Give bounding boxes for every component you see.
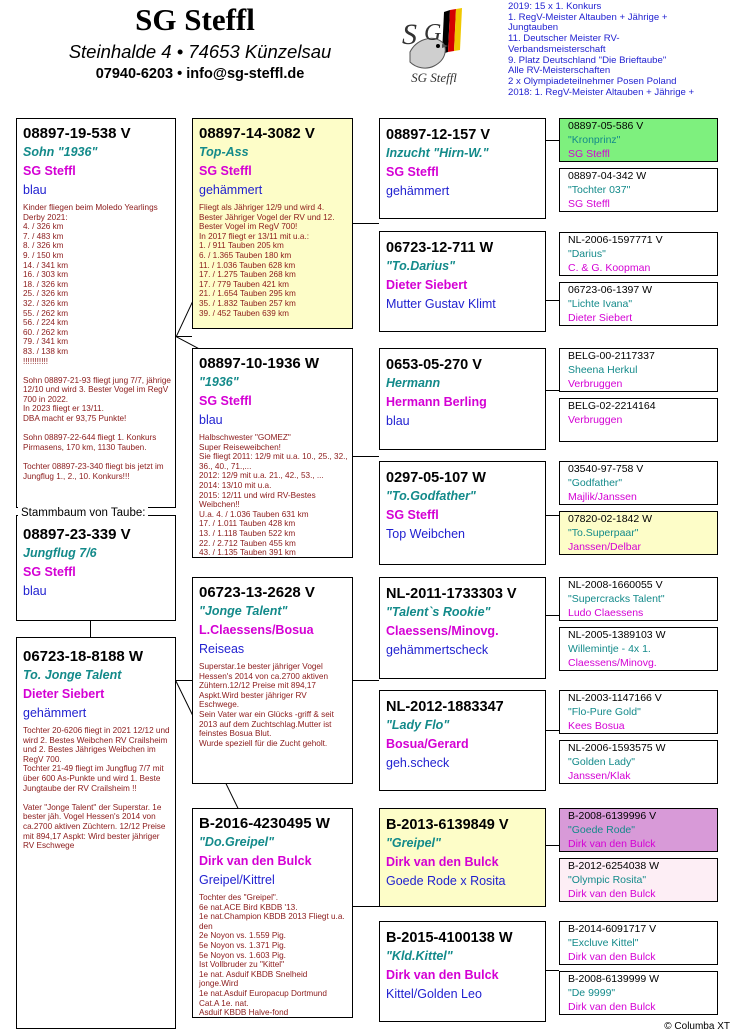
address: Steinhalde 4 • 74653 Künzelsau: [68, 41, 332, 62]
gen3-ring: B-2015-4100138 W: [386, 930, 513, 946]
mf-name: "Jonge Talent": [199, 604, 288, 618]
mf-breeder: L.Claessens/Bosua: [199, 623, 314, 637]
gen3-color: gehämmertscheck: [386, 643, 489, 657]
gen4-breeder: Janssen/Delbar: [568, 541, 641, 553]
gen4-card[interactable]: [559, 398, 718, 442]
gen4-ring: BELG-02-2214164: [568, 400, 656, 412]
mm-color: Greipel/Kittrel: [199, 873, 275, 887]
gen3-ring: NL-2011-1733303 V: [386, 586, 517, 602]
gen4-breeder: Verbruggen: [568, 378, 623, 390]
gen4-card[interactable]: [559, 921, 718, 965]
grandmother-paternal-card[interactable]: [192, 348, 353, 558]
mm-notes: Tochter des "Greipel". 6e nat.ACE Bird KBDB '13. 1e nat.Champion KBDB 2013 Fliegt u.a. den 2e Noyon vs. 1.559 Pig. 5e Noyon vs. 1.371 Pig. 5e Noyon vs. 1.603 Pig. Ist Vollbruder zu "Kittel" 1e nat. Asduif KBDB Snelheid jonge.Wird 1e nat.Asduif Europacup Dortmund Cat.A 1e. nat. Asduif KBDB Halve-fond: [199, 893, 345, 1018]
mm-name: "Do.Greipel": [199, 835, 275, 849]
gen4-card[interactable]: [559, 740, 718, 784]
gen4-name: "Kronprinz": [568, 134, 621, 146]
gen4-name: "Flo-Pure Gold": [568, 706, 641, 718]
gen3-name: Hermann: [386, 376, 441, 390]
gen4-ring: 06723-06-1397 W: [568, 284, 653, 296]
gen3-breeder: SG Steffl: [386, 508, 439, 522]
gen4-ring: 03540-97-758 V: [568, 463, 644, 475]
gen3-color: Mutter Gustav Klimt: [386, 297, 496, 311]
subject-ring: 08897-23-339 V: [23, 526, 131, 543]
mother-breeder: Dieter Siebert: [23, 687, 105, 701]
gen4-name: Willemintje - 4x 1.: [568, 643, 651, 655]
father-notes: Kinder fliegen beim Moledo Yearlings Derby 2021: 4. / 326 km 7. / 483 km 8. / 326 km 9. / 150 km 14. / 341 km 16. / 303 km 18. / 326 km 25. / 326 km 32. / 326 km 55. / 262 km 56. / 224 km 60. / 262 km 79. / 341 km 83. / 138 km !!!!!!!!!!! Sohn 08897-21-93 fliegt jung 7/7, jährige 12/10 und wird 3. Bester Vogel im RegV 700 in 2022. In 2023 fliegt er 13/11. DBA macht er 93,75 Punkte! Sohn 08897-22-644 fliegt 1. Konkurs Pirmasens, 170 km, 1130 Tauben. Tochter 08897-23-340 fliegt bis jetzt im Jungflug 1., 2., 10. Konkurs!!!: [23, 203, 171, 481]
gen3-color: blau: [386, 414, 410, 428]
gen4-breeder: Dirk van den Bulck: [568, 838, 656, 850]
fm-ring: 08897-10-1936 W: [199, 355, 320, 372]
great-grandparent-card[interactable]: [379, 348, 546, 450]
gen4-name: "Tochter 037": [568, 184, 631, 196]
mf-color: Reiseas: [199, 642, 245, 656]
great-grandparent-card[interactable]: [379, 690, 546, 791]
gen4-breeder: Verbruggen: [568, 414, 623, 426]
gen3-color: gehämmert: [386, 184, 450, 198]
father-name: Sohn "1936": [23, 145, 98, 159]
ff-color: gehämmert: [199, 183, 263, 197]
gen4-card[interactable]: [559, 577, 718, 621]
grandmother-maternal-card[interactable]: [192, 808, 353, 1018]
achievement-line: 9. Platz Deutschland "Die Brieftaube": [508, 54, 667, 66]
gen4-name: "Darius": [568, 248, 606, 260]
gen4-card[interactable]: [559, 858, 718, 902]
father-breeder: SG Steffl: [23, 164, 76, 178]
gen4-breeder: SG Steffl: [568, 148, 610, 160]
gen3-name: "Greipel": [386, 836, 441, 850]
logo: [398, 4, 470, 88]
gen3-color: geh.scheck: [386, 756, 450, 770]
achievement-line: 2019: 15 x 1. Konkurs: [508, 1, 602, 12]
grandfather-maternal-card[interactable]: [192, 577, 353, 784]
gen3-breeder: Dirk van den Bulck: [386, 855, 499, 869]
achievement-line: Alle RV-Meisterschaften: [508, 65, 611, 77]
gen3-name: "Talent`s Rookie": [386, 605, 491, 619]
father-card[interactable]: [16, 118, 176, 508]
gen4-breeder: Dirk van den Bulck: [568, 1001, 656, 1013]
ff-name: Top-Ass: [199, 145, 249, 159]
gen4-name: "Olympic Rosita": [568, 874, 647, 886]
gen3-color: Kittel/Golden Leo: [386, 987, 482, 1001]
gen3-color: Top Weibchen: [386, 527, 465, 541]
logo-text: SG Steffl: [411, 70, 457, 85]
gen4-name: "To.Superpaar": [568, 527, 639, 539]
stammbaum-label: Stammbaum von Taube:: [18, 507, 148, 519]
great-grandparent-card[interactable]: [379, 921, 546, 1022]
gen4-name: "Goede Rode": [568, 824, 635, 836]
subject-breeder: SG Steffl: [23, 565, 76, 579]
svg-text:S: S: [402, 18, 417, 51]
ff-notes: Fliegt als Jähriger 12/9 und wird 4. Bester Jähriger Vogel der RV und 12. Bester Vogel im RegV 700! In 2017 fliegt er 13/11 mit u.a.: 1. / 911 Tauben 205 km 6. / 1.365 Tauben 180 km 11. / 1.036 Tauben 628 km 17. / 1.275 Tauben 268 km 17. / 779 Tauben 421 km 21. / 1.654 Tauben 295 km 35. / 1.832 Tauben 257 km 39. / 452 Tauben 639 km: [199, 203, 335, 318]
gen4-breeder: Majlik/Janssen: [568, 491, 637, 503]
gen3-name: "Kld.Kittel": [386, 949, 453, 963]
gen3-ring: B-2013-6139849 V: [386, 817, 509, 833]
gen4-breeder: Ludo Claessens: [568, 607, 644, 619]
fm-color: blau: [199, 413, 223, 427]
fm-notes: Halbschwester "GOMEZ" Super Reiseweibchen! Sie fliegt 2011: 12/9 mit u.a. 10., 25., 32., 36., 40., 71.,... 2012: 12/9 mit u.a. 21., 42., 53., ... 2014: 13/10 mit u.a. 2015: 12/11 und wird RV-Bestes Weibchen!! U.a. 4. / 1.036 Tauben 631 km 17. / 1.011 Tauben 428 km 13. / 1.118 Tauben 522 km 22. / 2.712 Tauben 455 km 43. / 1.135 Tauben 391 km: [199, 433, 348, 558]
gen3-breeder: Bosua/Gerard: [386, 737, 469, 751]
gen4-card[interactable]: [559, 627, 718, 671]
great-grandparent-card[interactable]: [379, 118, 546, 219]
mm-breeder: Dirk van den Bulck: [199, 854, 312, 868]
gen4-card[interactable]: [559, 511, 718, 555]
gen3-breeder: Claessens/Minovg.: [386, 624, 499, 638]
ff-ring: 08897-14-3082 V: [199, 125, 315, 142]
achievements: [508, 2, 738, 98]
great-grandparent-card[interactable]: [379, 231, 546, 332]
gen4-breeder: Dirk van den Bulck: [568, 951, 656, 963]
gen4-name: "Golden Lady": [568, 756, 635, 768]
gen3-color: Goede Rode x Rosita: [386, 874, 506, 888]
contact: 07940-6203 • info@sg-steffl.de: [95, 66, 305, 82]
fm-name: "1936": [199, 375, 239, 389]
gen3-name: "To.Godfather": [386, 489, 476, 503]
father-color: blau: [23, 183, 47, 197]
mf-notes: Superstar.1e bester jähriger Vogel Hessen's 2014 von ca.2700 aktiven Zühtern.12/12 Preise mit 894,17 Aspkt.Wird bester jähriger RV Eschwege. Sein Vater war ein Glücks -griff & seit 2013 auf dem Zuchtschlag.Mutter ist feinstes Bosua Blut. Wurde speziell für die Zucht geholt.: [199, 662, 334, 748]
gen4-breeder: Kees Bosua: [568, 720, 625, 732]
achievement-line: 2 x Olympiadeteilnehmer Posen Poland: [508, 75, 677, 87]
gen4-ring: 08897-05-586 V: [568, 120, 644, 132]
gen4-card[interactable]: [559, 808, 718, 852]
mother-color: gehämmert: [23, 706, 87, 720]
gen4-ring: 07820-02-1842 W: [568, 513, 653, 525]
gen4-name: "Excluve Kittel": [568, 937, 639, 949]
achievement-line: Verbandsmeisterschaft: [508, 43, 606, 55]
great-grandparent-card[interactable]: [379, 461, 546, 565]
gen4-breeder: Janssen/Klak: [568, 770, 631, 782]
gen4-breeder: SG Steffl: [568, 198, 610, 210]
gen4-ring: B-2008-6139996 V: [568, 810, 657, 822]
great-grandparent-card[interactable]: [379, 577, 546, 679]
gen3-breeder: Hermann Berling: [386, 395, 487, 409]
gen4-name: Sheena Herkul: [568, 364, 638, 376]
gen4-name: "Godfather": [568, 477, 623, 489]
gen4-card[interactable]: [559, 348, 718, 392]
gen3-name: Inzucht "Hirn-W.": [386, 146, 489, 160]
gen3-breeder: Dieter Siebert: [386, 278, 468, 292]
page-title: SG Steffl: [135, 2, 255, 37]
gen4-ring: B-2014-6091717 V: [568, 923, 657, 935]
ff-breeder: SG Steffl: [199, 164, 252, 178]
gen3-ring: 0653-05-270 V: [386, 357, 482, 373]
gen4-card[interactable]: [559, 461, 718, 505]
mother-card[interactable]: [16, 637, 176, 1029]
gen4-ring: B-2012-6254038 W: [568, 860, 660, 872]
gen4-card[interactable]: [559, 232, 718, 276]
fm-breeder: SG Steffl: [199, 394, 252, 408]
grandfather-paternal-card[interactable]: [192, 118, 353, 329]
mf-ring: 06723-13-2628 V: [199, 584, 315, 601]
gen3-ring: NL-2012-1883347: [386, 699, 504, 715]
gen4-card[interactable]: [559, 690, 718, 734]
mother-ring: 06723-18-8188 W: [23, 648, 144, 665]
subject-color: blau: [23, 584, 47, 598]
gen3-ring: 06723-12-711 W: [386, 240, 494, 256]
gen4-ring: NL-2003-1147166 V: [568, 692, 662, 704]
svg-text:G: G: [424, 20, 442, 46]
mm-ring: B-2016-4230495 W: [199, 815, 330, 832]
gen4-ring: NL-2005-1389103 W: [568, 629, 666, 641]
gen4-name: "De 9999": [568, 987, 616, 999]
gen4-name: "Lichte Ivana": [568, 298, 633, 310]
footer-copyright: © Columba XT: [664, 1021, 730, 1032]
gen4-card[interactable]: [559, 282, 718, 326]
gen3-ring: 0297-05-107 W: [386, 470, 486, 486]
gen4-card[interactable]: [559, 971, 718, 1015]
gen4-ring: NL-2006-1593575 W: [568, 742, 666, 754]
gen4-ring: NL-2006-1597771 V: [568, 234, 663, 246]
achievement-line: 11. Deutscher Meister RV-: [508, 33, 620, 45]
achievement-line: Jungtauben: [508, 22, 559, 34]
subject-card[interactable]: [16, 515, 176, 621]
gen4-card[interactable]: [559, 168, 718, 212]
gen3-breeder: Dirk van den Bulck: [386, 968, 499, 982]
gen3-breeder: SG Steffl: [386, 165, 439, 179]
gen4-ring: 08897-04-342 W: [568, 170, 647, 182]
gen3-ring: 08897-12-157 V: [386, 127, 490, 143]
achievement-line: 1. RegV-Meister Altauben + Jährige +: [508, 11, 668, 23]
great-grandparent-card[interactable]: [379, 808, 546, 907]
achievement-line: 2018: 1. RegV-Meister Altauben + Jährige +: [508, 86, 695, 98]
gen4-ring: B-2008-6139999 W: [568, 973, 660, 985]
gen3-name: "To.Darius": [386, 259, 456, 273]
father-ring: 08897-19-538 V: [23, 125, 131, 142]
gen4-breeder: Dieter Siebert: [568, 312, 633, 324]
gen4-card[interactable]: [559, 118, 718, 162]
mother-name: To. Jonge Talent: [23, 668, 122, 682]
mother-notes: Tochter 20-6206 fliegt in 2021 12/12 und wird 2. Bestes Weibchen RV Crailsheim und 2. Bestes Jähriges Weibchen im RegV 700. Tochter 21-49 fliegt im Jungflug 7/7 mit über 600 As-Punkte und wird 1. Beste Jungtaube der RV Crailsheim !! Vater "Jonge Talent" der Superstar. 1e bester jäh. Vogel Hessen's 2014 von ca.2700 aktiven Züchtern. 12/12 Preise mit 894,17 Aspkt: Wird bester jähriger RV Eschwege: [23, 726, 170, 851]
gen4-breeder: Claessens/Minovg.: [568, 657, 657, 669]
gen3-name: "Lady Flo": [386, 718, 450, 732]
gen4-breeder: Dirk van den Bulck: [568, 888, 656, 900]
gen4-breeder: C. & G. Koopman: [568, 262, 651, 274]
gen4-ring: NL-2008-1660055 V: [568, 579, 663, 591]
gen4-ring: BELG-00-2117337: [568, 350, 655, 362]
subject-name: Jungflug 7/6: [23, 546, 97, 560]
gen4-name: "Supercracks Talent": [568, 593, 665, 605]
